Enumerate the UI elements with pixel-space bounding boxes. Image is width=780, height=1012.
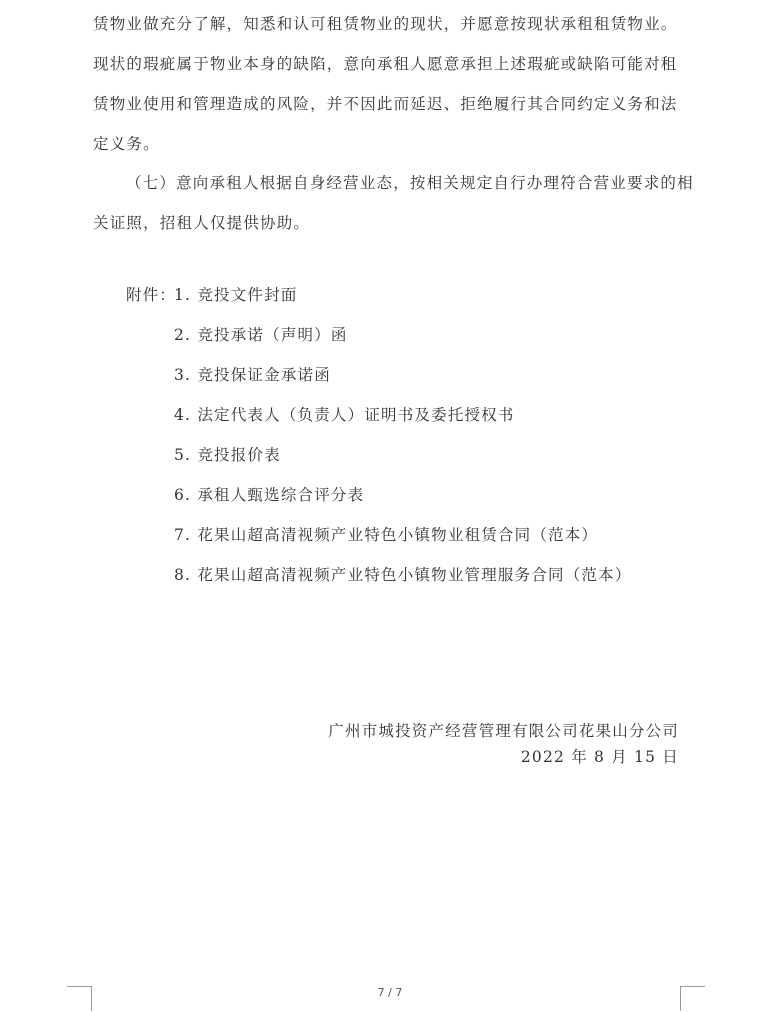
page-number: 7 / 7: [377, 986, 403, 999]
attachment-item: 6. 承租人甄选综合评分表: [174, 486, 365, 504]
signature-organization: 广州市城投资产经营管理有限公司花果山分公司: [328, 722, 679, 740]
paragraph-line: （七）意向承租人根据自身经营业态，按相关规定自行办理符合营业要求的相: [126, 174, 694, 192]
attachment-item: 8. 花果山超高清视频产业特色小镇物业管理服务合同（范本）: [174, 566, 632, 584]
body-paragraph-2: [93, 163, 693, 243]
paragraph-line: 赁物业做充分了解，知悉和认可租赁物业的现状，并愿意按现状承租租赁物业。: [93, 15, 678, 33]
attachments-heading: 附件：: [126, 286, 177, 304]
paragraph-line: 定义务。: [93, 135, 160, 153]
attachment-item: 7. 花果山超高清视频产业特色小镇物业租赁合同（范本）: [174, 526, 599, 544]
body-paragraph-1: [93, 4, 693, 164]
paragraph-line: 关证照，招租人仅提供协助。: [93, 214, 311, 232]
paragraph-line: 赁物业使用和管理造成的风险，并不因此而延迟、拒绝履行其合同约定义务和法: [93, 95, 678, 113]
attachments-list: [174, 275, 632, 595]
signature-date: 2022 年 8 月 15 日: [520, 748, 679, 766]
attachment-item: 2. 竞投承诺（声明）函: [174, 326, 348, 344]
attachment-item: 5. 竞投报价表: [174, 446, 281, 464]
attachment-item: 4. 法定代表人（负责人）证明书及委托授权书: [174, 406, 515, 424]
paragraph-line: 现状的瑕疵属于物业本身的缺陷，意向承租人愿意承担上述瑕疵或缺陷可能对租: [93, 55, 678, 73]
signature-block: [328, 718, 679, 770]
attachment-item: 1. 竞投文件封面: [174, 286, 298, 304]
attachment-item: 3. 竞投保证金承诺函: [174, 366, 331, 384]
